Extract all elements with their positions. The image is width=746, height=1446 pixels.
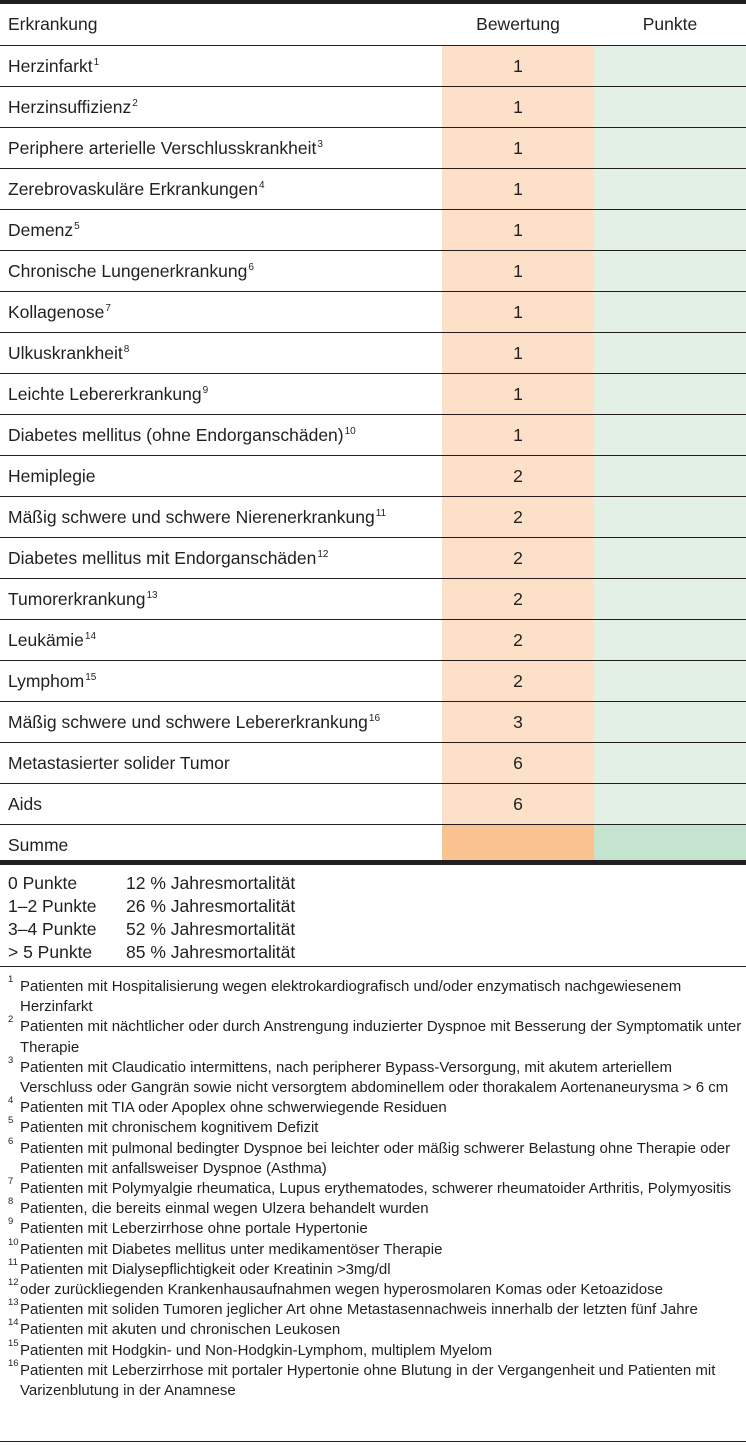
disease-cell [0, 87, 442, 128]
disease-cell [0, 456, 442, 497]
mortality-row [8, 895, 295, 918]
rating-cell: 1 [442, 292, 594, 333]
footnote-number: 14 [8, 1317, 19, 1329]
table-row [0, 210, 746, 251]
mortality-legend [8, 872, 295, 964]
table-row [0, 620, 746, 661]
footnote-text: oder zurückliegenden Krankenhausaufnahmen wegen hyperosmolaren Komas oder Ketoazidose [20, 1281, 663, 1299]
rating-cell: 1 [442, 251, 594, 292]
mortality-row [8, 941, 295, 964]
footnote-number: 1 [8, 974, 14, 985]
rating-cell: 3 [442, 702, 594, 743]
footnote-number: 15 [8, 1337, 19, 1349]
footnote-text: Patienten mit Hospitalisierung wegen elektrokardiografisch und/oder enzymatisch nachgewiesenem Herzinfarkt [20, 978, 682, 1016]
footnote-text: Patienten mit Leberzirrhose mit portaler Hypertonie ohne Blutung in der Vergangenheit und Patienten mit Varizenblutung in der Anamnese [20, 1361, 716, 1400]
footnote-text: Patienten mit Dialysepflichtigkeit oder Kreatinin >3mg/dl [20, 1260, 391, 1278]
points-cell [594, 497, 746, 538]
footnote-item [8, 974, 742, 1017]
table-row [0, 292, 746, 333]
rating-cell: 6 [442, 784, 594, 825]
footnote-text: Patienten mit chronischem kognitivem Defizit [20, 1119, 319, 1137]
footnote-number: 6 [8, 1135, 14, 1147]
rating-cell: 1 [442, 210, 594, 251]
table-row [0, 87, 746, 128]
footnote-ref: 11 [375, 507, 387, 519]
disease-cell [0, 169, 442, 210]
points-cell [594, 169, 746, 210]
mortality-points: 3–4 Punkte [8, 919, 97, 939]
disease-name: Diabetes mellitus mit Endorganschäden [8, 547, 317, 568]
footnote-item [8, 1054, 742, 1098]
header-disease: Erkrankung [0, 4, 442, 46]
footnote-item [8, 1176, 742, 1199]
footnote-text: Patienten mit Hodgkin- und Non-Hodgkin-Lymphom, multiplem Myelom [20, 1341, 493, 1359]
points-cell [594, 415, 746, 456]
footnote-rule [0, 966, 746, 967]
mortality-points: 1–2 Punkte [8, 896, 97, 916]
table-row [0, 46, 746, 87]
points-cell [594, 702, 746, 743]
table-body [0, 46, 746, 866]
header-rating: Bewertung [442, 4, 594, 46]
footnote-item [8, 1216, 742, 1239]
footnote-text: Patienten mit Leberzirrhose ohne portale Hypertonie [20, 1220, 368, 1238]
disease-cell [0, 210, 442, 251]
footnote-number: 5 [8, 1115, 14, 1127]
footnote-ref: 12 [317, 548, 329, 560]
footnote-number: 3 [8, 1054, 14, 1066]
disease-cell [0, 128, 442, 169]
disease-cell [0, 620, 442, 661]
points-cell [594, 538, 746, 579]
rating-cell: 1 [442, 415, 594, 456]
disease-cell [0, 497, 442, 538]
table-row [0, 702, 746, 743]
disease-cell [0, 784, 442, 825]
disease-name: Kollagenose [8, 301, 105, 322]
points-cell [594, 87, 746, 128]
table-row [0, 374, 746, 415]
mortality-rate: 12 % Jahresmortalität [126, 873, 296, 893]
rating-cell: 6 [442, 743, 594, 784]
points-cell [594, 210, 746, 251]
footnote-ref: 1 [93, 56, 100, 68]
footnote-item [8, 1317, 742, 1340]
rating-cell: 1 [442, 46, 594, 87]
footnote-ref: 2 [132, 97, 138, 109]
sum-points-cell [594, 825, 746, 866]
disease-cell [0, 702, 442, 743]
disease-name: Mäßig schwere und schwere Nierenerkrankung [8, 506, 375, 527]
disease-name: Tumorerkrankung [8, 588, 146, 609]
points-cell [594, 579, 746, 620]
footnote-number: 2 [8, 1014, 14, 1026]
disease-name: Zerebrovaskuläre Erkrankungen [8, 178, 258, 199]
points-cell [594, 46, 746, 87]
footnote-text: Patienten mit Diabetes mellitus unter medikamentöser Therapie [20, 1240, 443, 1258]
table-row [0, 456, 746, 497]
points-cell [594, 251, 746, 292]
footnote-text: Patienten mit akuten und chronischen Leukosen [20, 1321, 341, 1339]
disease-cell [0, 538, 442, 579]
table-row [0, 169, 746, 210]
footnote-text: Patienten, die bereits einmal wegen Ulzera behandelt wurden [20, 1200, 429, 1218]
disease-name: Leichte Lebererkrankung [8, 383, 202, 404]
table-row [0, 251, 746, 292]
footnote-item [8, 1014, 742, 1057]
footnote-number: 16 [8, 1357, 19, 1369]
disease-name: Herzinfarkt [8, 55, 93, 76]
table-row [0, 333, 746, 374]
footnote-number: 9 [8, 1216, 14, 1228]
points-cell [594, 456, 746, 497]
rating-cell: 1 [442, 128, 594, 169]
footnote-number: 4 [8, 1095, 14, 1107]
points-cell [594, 374, 746, 415]
footnote-text: Patienten mit Polymyalgie rheumatica, Lupus erythematodes, schwerer rheumatoider Arthritis, Polymyositis [20, 1180, 732, 1198]
disease-name: Chronische Lungenerkrankung [8, 260, 248, 281]
footnote-ref: 9 [202, 384, 209, 396]
table-row [0, 128, 746, 169]
table-row [0, 538, 746, 579]
points-cell [594, 333, 746, 374]
rating-cell: 1 [442, 169, 594, 210]
footnote-item [8, 1337, 742, 1361]
footnote-ref: 15 [85, 671, 97, 683]
header-row [0, 4, 746, 46]
mortality-rate: 26 % Jahresmortalität [126, 896, 296, 916]
footnote-item [8, 1277, 742, 1300]
disease-name: Ulkuskrankheit [8, 342, 123, 363]
header-points: Punkte [594, 4, 746, 46]
footnote-ref: 16 [368, 712, 381, 724]
footnote-item [8, 1095, 742, 1118]
disease-name: Lymphom [8, 670, 85, 691]
footnote-number: 13 [8, 1297, 19, 1309]
footnote-ref: 8 [123, 343, 130, 355]
mortality-row [8, 918, 295, 941]
footnote-ref: 13 [146, 589, 158, 601]
disease-name: Hemiplegie [8, 465, 96, 486]
disease-name: Periphere arterielle Verschlusskrankheit [8, 137, 317, 158]
sum-label: Summe [8, 834, 69, 855]
footnote-item [8, 1357, 742, 1401]
table-row [0, 661, 746, 702]
points-cell [594, 743, 746, 784]
charlson-table [0, 4, 746, 865]
mortality-points: 0 Punkte [8, 873, 78, 893]
footnote-ref: 14 [84, 630, 97, 642]
rating-cell: 2 [442, 661, 594, 702]
disease-name: Diabetes mellitus (ohne Endorganschäden) [8, 424, 344, 445]
disease-name: Aids [8, 793, 43, 814]
footnote-number: 10 [8, 1236, 19, 1248]
footnote-ref: 6 [248, 261, 254, 273]
table-row [0, 579, 746, 620]
disease-name: Mäßig schwere und schwere Lebererkrankung [8, 711, 368, 732]
rating-cell: 1 [442, 87, 594, 128]
points-cell [594, 292, 746, 333]
sum-row [0, 825, 746, 866]
disease-cell [0, 661, 442, 702]
footnote-item [8, 1196, 742, 1219]
footnote-item [8, 1135, 742, 1179]
disease-cell [0, 743, 442, 784]
points-cell [594, 128, 746, 169]
mortality-row [8, 872, 295, 895]
thick-rule [0, 860, 746, 865]
disease-cell [0, 333, 442, 374]
disease-cell [0, 415, 442, 456]
footnote-item [8, 1115, 742, 1138]
table-row [0, 784, 746, 825]
mortality-rate: 85 % Jahresmortalität [126, 942, 296, 962]
table-row [0, 415, 746, 456]
footnotes [8, 974, 742, 1401]
footnote-ref: 3 [317, 138, 323, 150]
sum-rating-cell [442, 825, 594, 866]
footnote-item [8, 1297, 742, 1320]
rating-cell: 2 [442, 497, 594, 538]
disease-name: Metastasierter solider Tumor [8, 752, 230, 773]
footnote-number: 7 [8, 1176, 14, 1188]
footnote-number: 12 [8, 1277, 19, 1289]
disease-cell [0, 251, 442, 292]
table-row [0, 497, 746, 538]
footnote-text: Patienten mit TIA oder Apoplex ohne schwerwiegende Residuen [20, 1099, 447, 1117]
footnote-ref: 5 [74, 220, 80, 232]
disease-name: Herzinsuffizienz [8, 96, 132, 117]
mortality-rate: 52 % Jahresmortalität [126, 919, 296, 939]
disease-name: Leukämie [8, 629, 84, 650]
mortality-points: > 5 Punkte [8, 942, 93, 962]
footnote-ref: 4 [259, 179, 265, 191]
footnote-text: Patienten mit soliden Tumoren jeglicher Art ohne Metastasennachweis innerhalb der letzten fünf Jahre [20, 1301, 698, 1319]
disease-name: Demenz [8, 219, 74, 240]
points-cell [594, 784, 746, 825]
disease-cell [0, 374, 442, 415]
footnote-item [8, 1236, 742, 1260]
rating-cell: 1 [442, 374, 594, 415]
footnote-item [8, 1256, 742, 1280]
footnote-number: 11 [8, 1256, 18, 1268]
rating-cell: 1 [442, 333, 594, 374]
footnote-number: 8 [8, 1196, 14, 1208]
disease-cell [0, 579, 442, 620]
bottom-rule [0, 1441, 746, 1442]
footnote-text: Patienten mit Claudicatio intermittens, nach peripherer Bypass-Versorgung, mit akutem arteriellem Verschluss oder Gangrän sowie nicht versorgtem abdominellem oder thorakalem Aortenaneurysma > 6 cm [20, 1058, 729, 1097]
disease-cell [0, 46, 442, 87]
footnote-text: Patienten mit pulmonal bedingter Dyspnoe bei leichter oder mäßig schwerer Belastung ohne Therapie oder Patienten mit anfallsweiser Dyspnoe (Asthma) [20, 1139, 731, 1177]
footnote-ref: 7 [105, 302, 111, 314]
points-cell [594, 620, 746, 661]
footnote-text: Patienten mit nächtlicher oder durch Anstrengung induzierter Dyspnoe mit Besserung der Symptomatik unter Therapie [20, 1018, 742, 1056]
disease-cell [0, 292, 442, 333]
rating-cell: 2 [442, 456, 594, 497]
footnote-ref: 10 [344, 425, 356, 437]
rating-cell: 2 [442, 579, 594, 620]
table-row [0, 743, 746, 784]
points-cell [594, 661, 746, 702]
rating-cell: 2 [442, 538, 594, 579]
rating-cell: 2 [442, 620, 594, 661]
